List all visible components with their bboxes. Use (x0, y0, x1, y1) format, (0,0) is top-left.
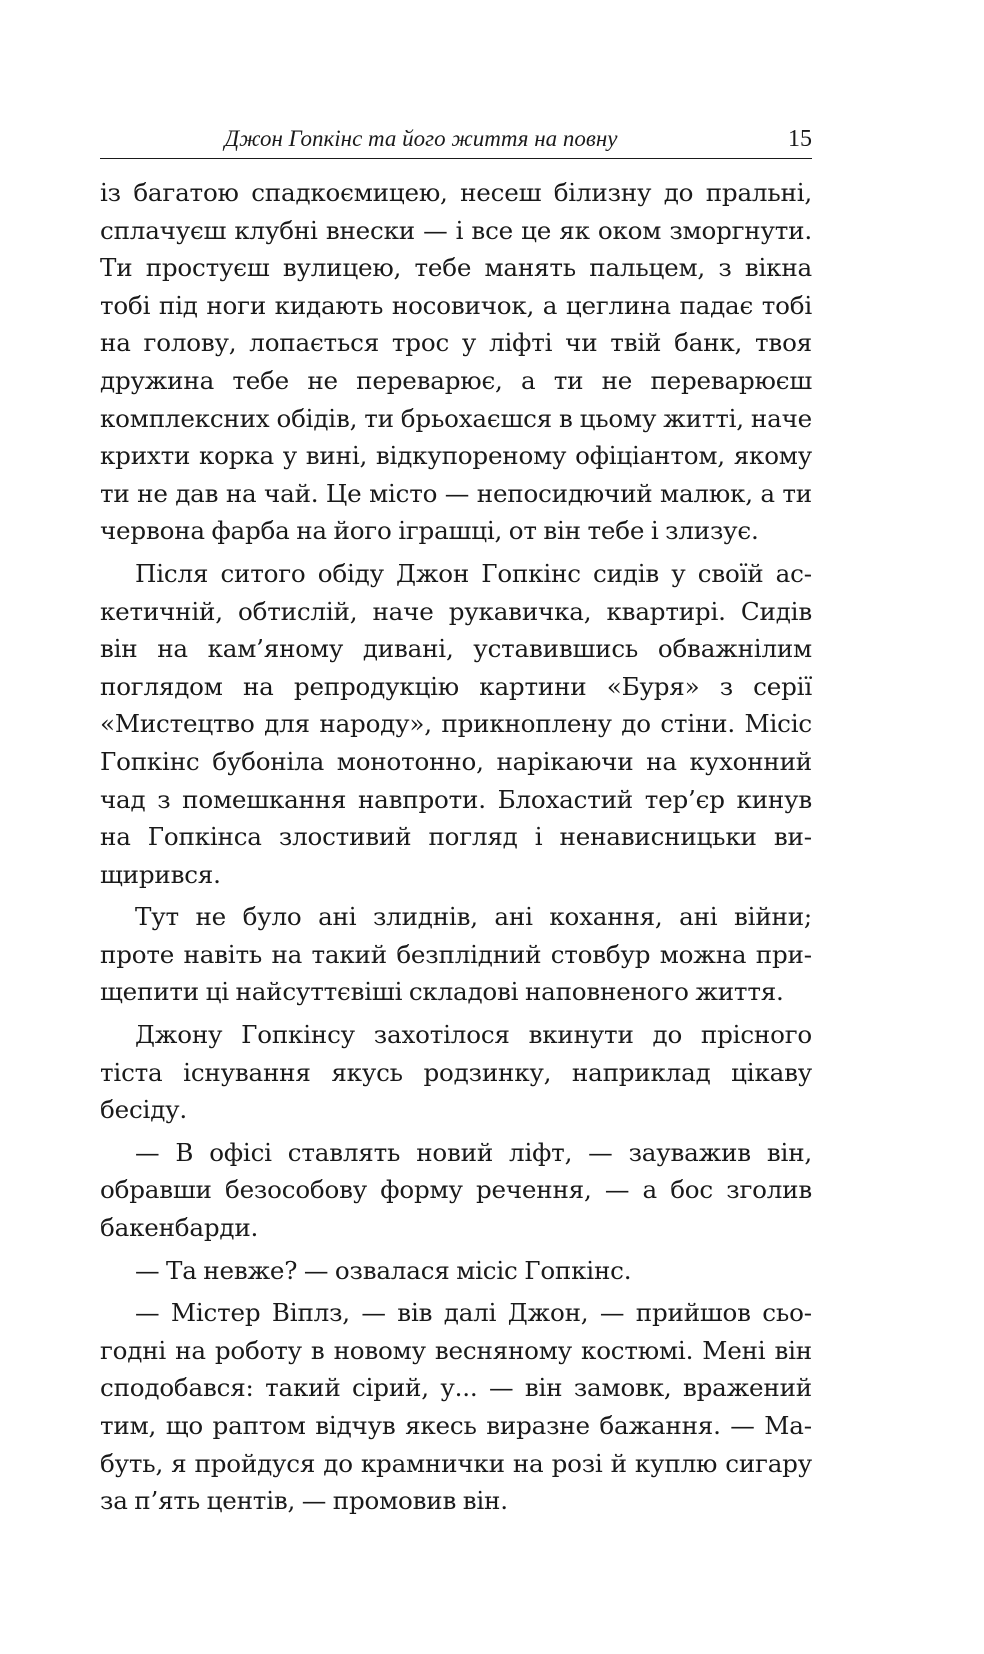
running-title: Джон Гопкінс та його життя на повну (224, 126, 618, 151)
dialogue-line: — В офісі ставлять новий ліфт, — зауважив він, обравши безособову форму речення, — а бос зголив бакенбарди. (100, 1137, 812, 1243)
paragraph: Тут не було ані злиднів, ані кохання, ані війни; проте навіть на такий безплідний стовбур можна прищепити ці найсуттєвіші складові наповненого життя. (100, 902, 812, 1007)
paragraph: Після ситого обіду Джон Гопкінс сидів у своїй аскетичній, обтислій, наче рукавичка, квартирі. Сидів він на кам’яному дивані, уставившись обважнілим поглядом на репродукцію картини «Буря» з серії «Мистецтво для народу», прикноплену до стіни. Місіс Гопкінс бубоніла монотонно, нарікаючи на кухонний чад з помешкання навпроти. Блохастий тер’єр кинув на Гопкінса злостивий погляд і ненависницьки вищирився. (100, 558, 812, 889)
running-header (100, 124, 812, 159)
page-number: 15 (788, 126, 812, 152)
paragraph: із багатою спадкоємицею, несеш білизну до пральні, сплачуєш клубні внески — і все це як оком зморгнути. Ти простуєш вулицею, тебе манять пальцем, з вікна тобі під ноги кидають носовичок, а цеглина падає тобі на голову, лопається трос у ліфті чи твій банк, твоя дружина тебе не переварює, а ти не переварюєш комплексних обідів, ти брьохаєшся в цьому житті, наче крихти корка у вині, відкупореному офіціантом, якому ти не дав на чай. Це місто — непосидючий малюк, а ти червона фарба на його іграшці, от він тебе і злизує. (100, 178, 812, 546)
dialogue-line: — Містер Віплз, — вів далі Джон, — прийшов сьогодні на роботу в новому весняному костюмі. Мені він сподобався: такий сірий, у... — він замовк, вражений тим, що раптом відчув якесь виразне бажання. — Мабуть, я пройдуся до крамнички на розі й куплю сигару за п’ять центів, — промовив він. (100, 1298, 812, 1516)
body-text (100, 174, 812, 1520)
paragraph: Джону Гопкінсу захотілося вкинути до прісного тіста існування якусь родзинку, наприклад цікаву бесіду. (100, 1020, 812, 1125)
dialogue-line: — Та невже? — озвалася місіс Гопкінс. (135, 1255, 632, 1285)
